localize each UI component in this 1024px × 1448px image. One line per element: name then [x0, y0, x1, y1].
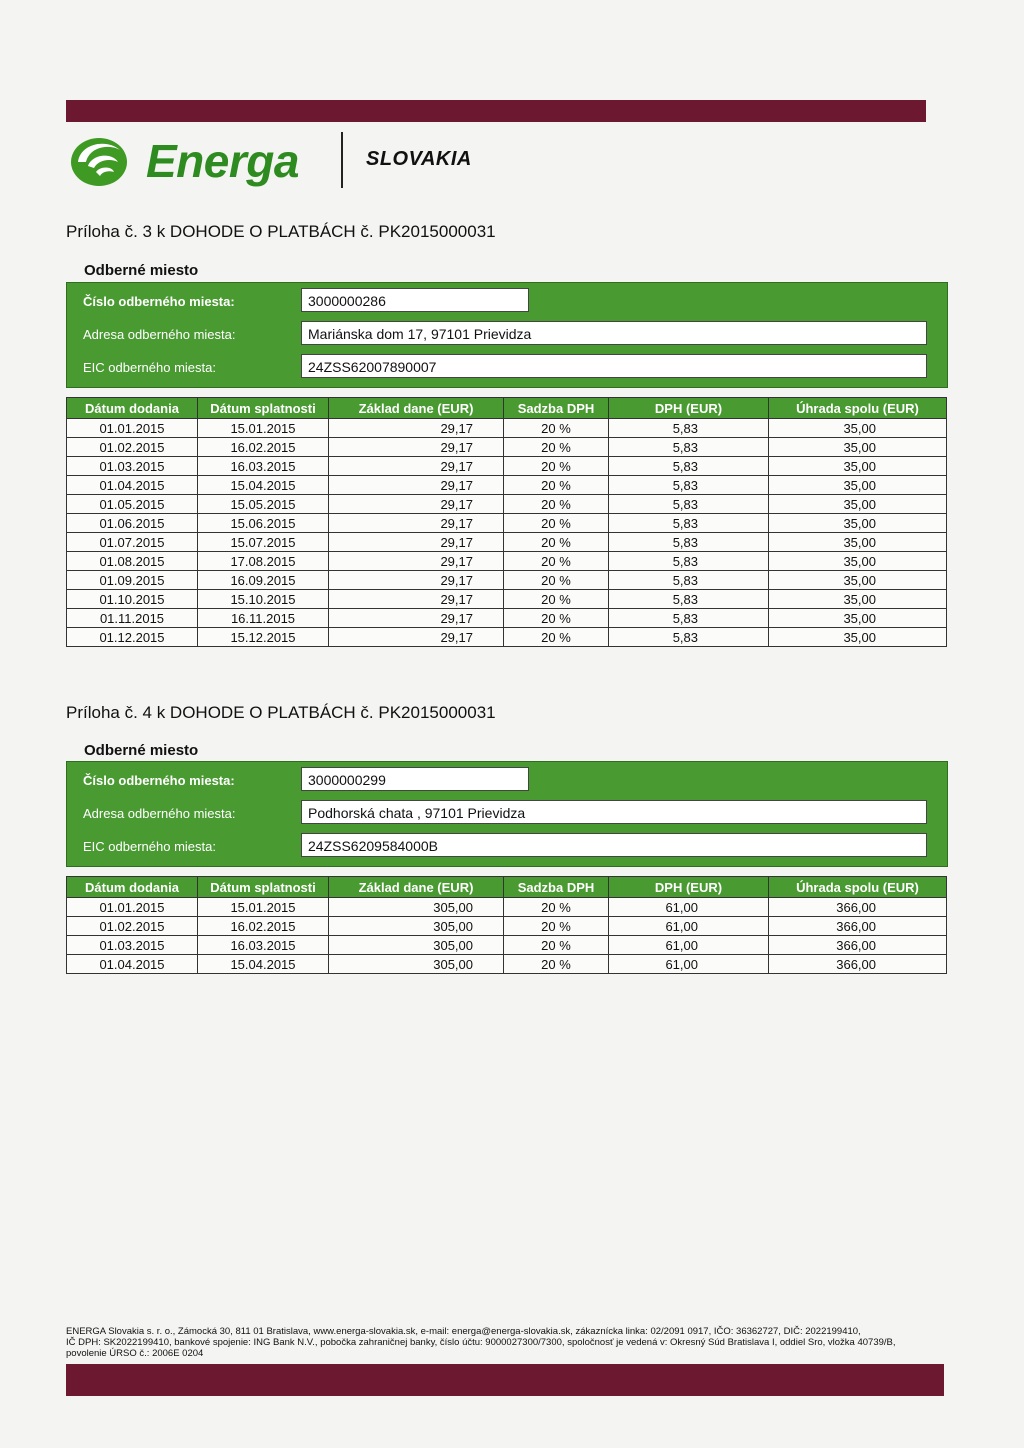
- annex4-title: Príloha č. 4 k DOHODE O PLATBÁCH č. PK2015000031: [66, 703, 496, 722]
- table-cell: 35,00: [769, 571, 947, 590]
- table-cell: 20 %: [504, 898, 609, 917]
- table-cell: 01.06.2015: [67, 514, 198, 533]
- header-bar: [66, 100, 926, 122]
- site-address-label: Adresa odberného miesta:: [83, 806, 236, 821]
- table-cell: 15.06.2015: [198, 514, 329, 533]
- table-cell: 29,17: [329, 571, 504, 590]
- table-row: [67, 571, 947, 590]
- table-cell: 305,00: [329, 936, 504, 955]
- table-cell: 15.07.2015: [198, 533, 329, 552]
- table-cell: 01.10.2015: [67, 590, 198, 609]
- annex4-site-box: [66, 761, 948, 867]
- table-header-row: [67, 398, 947, 419]
- table-cell: 29,17: [329, 609, 504, 628]
- table-row: [67, 936, 947, 955]
- table-cell: 20 %: [504, 609, 609, 628]
- site-number-label: Číslo odberného miesta:: [83, 773, 235, 788]
- table-cell: 01.04.2015: [67, 476, 198, 495]
- site-eic-label: EIC odberného miesta:: [83, 839, 216, 854]
- table-cell: 15.01.2015: [198, 898, 329, 917]
- table-cell: 366,00: [769, 898, 947, 917]
- table-row: [67, 476, 947, 495]
- brand-region: SLOVAKIA: [366, 148, 472, 170]
- site-number-field: 3000000286: [301, 288, 529, 312]
- table-cell: 5,83: [609, 476, 769, 495]
- table-row: [67, 438, 947, 457]
- table-cell: 20 %: [504, 936, 609, 955]
- table-cell: 01.05.2015: [67, 495, 198, 514]
- table-row: [67, 457, 947, 476]
- table-cell: 16.09.2015: [198, 571, 329, 590]
- table-cell: 5,83: [609, 533, 769, 552]
- table-cell: 16.11.2015: [198, 609, 329, 628]
- table-row: [67, 514, 947, 533]
- table-cell: 15.05.2015: [198, 495, 329, 514]
- table-cell: 366,00: [769, 917, 947, 936]
- table-cell: 16.03.2015: [198, 457, 329, 476]
- table-cell: 01.04.2015: [67, 955, 198, 974]
- logo-divider: [341, 132, 343, 188]
- column-header: DPH (EUR): [609, 877, 769, 898]
- table-cell: 15.04.2015: [198, 955, 329, 974]
- site-number-label: Číslo odberného miesta:: [83, 294, 235, 309]
- table-cell: 35,00: [769, 533, 947, 552]
- table-row: [67, 898, 947, 917]
- site-address-field: Mariánska dom 17, 97101 Prievidza: [301, 321, 927, 345]
- table-cell: 01.03.2015: [67, 457, 198, 476]
- annex3-title: Príloha č. 3 k DOHODE O PLATBÁCH č. PK2015000031: [66, 222, 496, 241]
- table-cell: 29,17: [329, 495, 504, 514]
- table-cell: 01.09.2015: [67, 571, 198, 590]
- table-row: [67, 628, 947, 647]
- table-cell: 305,00: [329, 917, 504, 936]
- column-header: DPH (EUR): [609, 398, 769, 419]
- table-cell: 20 %: [504, 514, 609, 533]
- table-cell: 20 %: [504, 457, 609, 476]
- table-cell: 20 %: [504, 438, 609, 457]
- column-header: Dátum splatnosti: [198, 877, 329, 898]
- table-cell: 5,83: [609, 419, 769, 438]
- footer-line-1: ENERGA Slovakia s. r. o., Zámocká 30, 811 01 Bratislava, www.energa-slovakia.sk, e-mail: energa@energa-slovakia.sk, zákaznícka linka: 02/2091 0917, IČO: 36362727, DIČ: 2022199410,: [66, 1326, 861, 1337]
- table-cell: 29,17: [329, 457, 504, 476]
- table-cell: 35,00: [769, 438, 947, 457]
- column-header: Dátum dodania: [67, 877, 198, 898]
- table-cell: 01.02.2015: [67, 917, 198, 936]
- table-cell: 29,17: [329, 533, 504, 552]
- table-row: [67, 419, 947, 438]
- site-number-field: 3000000299: [301, 767, 529, 791]
- table-cell: 35,00: [769, 609, 947, 628]
- table-cell: 01.12.2015: [67, 628, 198, 647]
- company-footer: [66, 1326, 946, 1359]
- table-cell: 35,00: [769, 476, 947, 495]
- site-eic-field: 24ZSS6209584000B: [301, 833, 927, 857]
- table-cell: 16.03.2015: [198, 936, 329, 955]
- column-header: Sadzba DPH: [504, 398, 609, 419]
- table-cell: 15.04.2015: [198, 476, 329, 495]
- annex3-payment-table: [66, 397, 947, 647]
- table-cell: 29,17: [329, 552, 504, 571]
- table-cell: 01.07.2015: [67, 533, 198, 552]
- table-cell: 61,00: [609, 936, 769, 955]
- table-cell: 17.08.2015: [198, 552, 329, 571]
- column-header: Sadzba DPH: [504, 877, 609, 898]
- table-cell: 29,17: [329, 628, 504, 647]
- table-cell: 5,83: [609, 628, 769, 647]
- table-cell: 29,17: [329, 476, 504, 495]
- table-cell: 20 %: [504, 628, 609, 647]
- table-row: [67, 533, 947, 552]
- table-cell: 5,83: [609, 457, 769, 476]
- table-row: [67, 495, 947, 514]
- column-header: Úhrada spolu (EUR): [769, 877, 947, 898]
- column-header: Dátum dodania: [67, 398, 198, 419]
- table-cell: 01.01.2015: [67, 419, 198, 438]
- table-cell: 5,83: [609, 552, 769, 571]
- table-row: [67, 609, 947, 628]
- table-cell: 20 %: [504, 590, 609, 609]
- site-address-field: Podhorská chata , 97101 Prievidza: [301, 800, 927, 824]
- table-row: [67, 552, 947, 571]
- table-cell: 20 %: [504, 419, 609, 438]
- table-cell: 61,00: [609, 955, 769, 974]
- table-cell: 61,00: [609, 898, 769, 917]
- site-eic-label: EIC odberného miesta:: [83, 360, 216, 375]
- table-cell: 01.02.2015: [67, 438, 198, 457]
- table-cell: 01.03.2015: [67, 936, 198, 955]
- table-cell: 15.01.2015: [198, 419, 329, 438]
- table-cell: 20 %: [504, 955, 609, 974]
- annex3-site-box: [66, 282, 948, 388]
- column-header: Základ dane (EUR): [329, 398, 504, 419]
- footer-line-3: povolenie ÚRSO č.: 2006E 0204: [66, 1348, 204, 1359]
- footer-bar: [66, 1364, 944, 1396]
- table-cell: 16.02.2015: [198, 438, 329, 457]
- table-cell: 20 %: [504, 552, 609, 571]
- table-cell: 35,00: [769, 514, 947, 533]
- brand-name: Energa: [146, 135, 299, 187]
- energa-swirl-icon: [66, 132, 132, 190]
- annex3-section-label: Odberné miesto: [84, 262, 199, 279]
- column-header: Úhrada spolu (EUR): [769, 398, 947, 419]
- table-cell: 305,00: [329, 955, 504, 974]
- table-cell: 35,00: [769, 552, 947, 571]
- table-row: [67, 955, 947, 974]
- table-cell: 01.08.2015: [67, 552, 198, 571]
- table-cell: 16.02.2015: [198, 917, 329, 936]
- table-header-row: [67, 877, 947, 898]
- table-cell: 20 %: [504, 533, 609, 552]
- annex4-payment-table: [66, 876, 947, 974]
- column-header: Základ dane (EUR): [329, 877, 504, 898]
- table-cell: 5,83: [609, 495, 769, 514]
- annex4-section-label: Odberné miesto: [84, 742, 199, 759]
- table-cell: 20 %: [504, 476, 609, 495]
- table-cell: 20 %: [504, 571, 609, 590]
- table-cell: 366,00: [769, 936, 947, 955]
- table-cell: 5,83: [609, 514, 769, 533]
- table-cell: 61,00: [609, 917, 769, 936]
- table-cell: 01.11.2015: [67, 609, 198, 628]
- table-cell: 20 %: [504, 495, 609, 514]
- table-cell: 35,00: [769, 495, 947, 514]
- table-cell: 5,83: [609, 438, 769, 457]
- table-cell: 366,00: [769, 955, 947, 974]
- table-cell: 5,83: [609, 609, 769, 628]
- table-cell: 5,83: [609, 590, 769, 609]
- table-cell: 5,83: [609, 571, 769, 590]
- table-row: [67, 590, 947, 609]
- site-eic-field: 24ZSS62007890007: [301, 354, 927, 378]
- site-address-label: Adresa odberného miesta:: [83, 327, 236, 342]
- table-cell: 35,00: [769, 590, 947, 609]
- table-cell: 29,17: [329, 590, 504, 609]
- table-cell: 20 %: [504, 917, 609, 936]
- table-cell: 29,17: [329, 514, 504, 533]
- table-cell: 29,17: [329, 419, 504, 438]
- column-header: Dátum splatnosti: [198, 398, 329, 419]
- table-cell: 35,00: [769, 628, 947, 647]
- table-cell: 35,00: [769, 419, 947, 438]
- table-cell: 15.12.2015: [198, 628, 329, 647]
- energa-logo: [66, 132, 506, 192]
- table-cell: 01.01.2015: [67, 898, 198, 917]
- table-cell: 29,17: [329, 438, 504, 457]
- footer-line-2: IČ DPH: SK2022199410, bankové spojenie: ING Bank N.V., pobočka zahraničnej banky, číslo účtu: 9000027300/7300, spoločnosť je vedená v: Okresný Súd Bratislava I, oddiel Sro, vložka 40739/B,: [66, 1337, 896, 1348]
- table-cell: 15.10.2015: [198, 590, 329, 609]
- table-cell: 35,00: [769, 457, 947, 476]
- table-row: [67, 917, 947, 936]
- table-cell: 305,00: [329, 898, 504, 917]
